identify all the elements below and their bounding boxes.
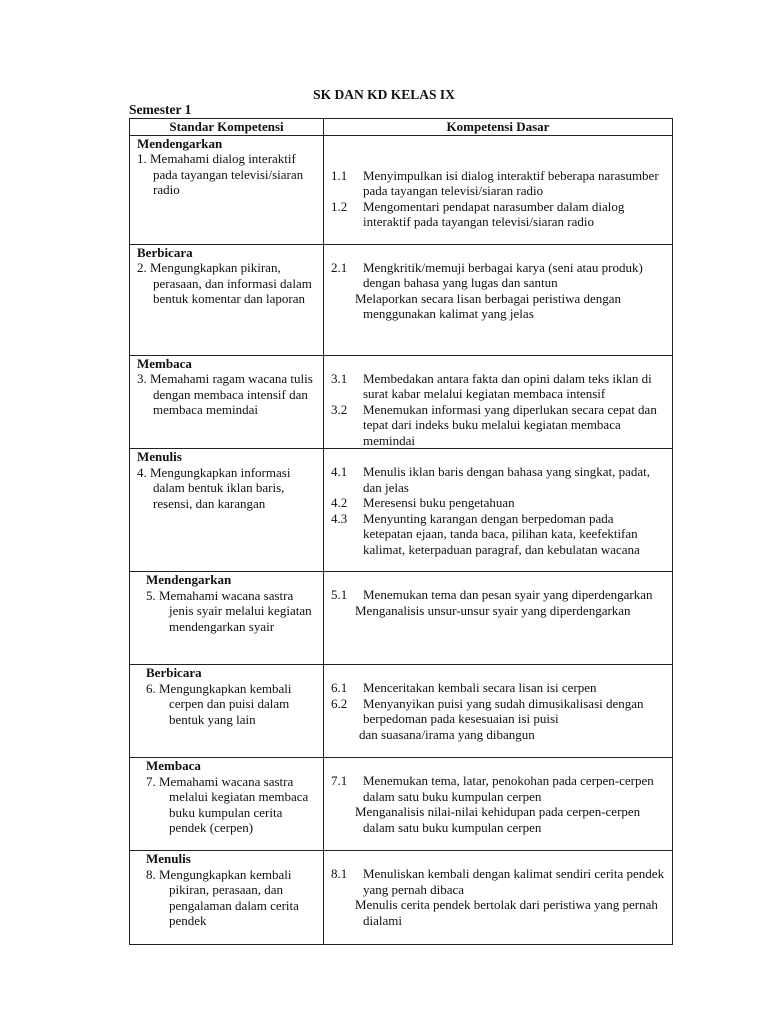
aspect-heading: Menulis [146, 851, 191, 866]
kd-text: Meresensi buku pengetahuan [363, 495, 515, 510]
aspect-heading: Berbicara [137, 244, 193, 260]
table-row [130, 355, 673, 449]
kd-text: Mengkritik/memuji berbagai karya (seni atau produk) dengan bahasa yang lugas dan santun [363, 259, 643, 290]
kd-text: Mengomentari pendapat narasumber dalam dialog interaktif pada tayangan televisi/siaran radio [363, 198, 625, 229]
table-row [130, 851, 673, 945]
table-row [130, 449, 673, 572]
kd-text: Menemukan tema dan pesan syair yang diperdengarkan [363, 587, 653, 602]
sk-text: 2. Mengungkapkan pikiran, perasaan, dan informasi dalam bentuk komentar dan laporan [137, 260, 312, 306]
aspect-heading: Mendengarkan [146, 572, 232, 587]
kd-item [331, 464, 666, 495]
table-row [130, 135, 673, 244]
kd-number: 6.1 [331, 680, 348, 695]
kd-number: 5.1 [331, 587, 348, 602]
sk-cell [130, 758, 324, 851]
kd-text: Membedakan antara fakta dan opini dalam teks iklan di surat kabar melalui kegiatan membaca intensif [363, 370, 652, 401]
kd-number: 4.1 [331, 464, 348, 479]
sk-text: 1. Memahami dialog interaktif pada tayangan televisi/siaran radio [137, 151, 304, 197]
sk-cell [130, 244, 324, 355]
competency-table [129, 118, 673, 945]
kd-item [331, 773, 666, 804]
table-row [130, 758, 673, 851]
kd-number: 4.3 [331, 510, 348, 526]
kd-cell [324, 135, 673, 244]
kd-item [331, 495, 666, 511]
kd-text: Menemukan tema, latar, penokohan pada cerpen-cerpen dalam satu buku kumpulan cerpen [363, 773, 654, 804]
kd-number: 6.2 [331, 695, 348, 711]
kd-item: Menulis cerita pendek bertolak dari peristiwa yang pernah dialami [355, 897, 658, 928]
kd-text: Menyunting karangan dengan berpedoman pada ketepatan ejaan, tanda baca, pilihan kata, keefektifan kalimat, keterpaduan paragraf, dan kebulatan wacana [363, 510, 640, 557]
header-kompetensi-dasar: Kompetensi Dasar [324, 119, 673, 136]
kd-item [331, 260, 666, 291]
kd-item [331, 587, 666, 603]
kd-number: 1.2 [331, 198, 348, 214]
kd-number: 7.1 [331, 773, 348, 788]
sk-cell [130, 851, 324, 945]
kd-text: Menceritakan kembali secara lisan isi cerpen [363, 680, 597, 695]
header-standar-kompetensi: Standar Kompetensi [130, 119, 324, 136]
table-row [130, 572, 673, 665]
kd-cell [324, 665, 673, 758]
kd-item: dan suasana/irama yang dibangun [359, 726, 535, 742]
table-header-row [130, 119, 673, 136]
kd-number: 2.1 [331, 259, 348, 275]
table-row [130, 244, 673, 355]
sk-text: 4. Mengungkapkan informasi dalam bentuk iklan baris, resensi, dan karangan [137, 464, 291, 511]
kd-item [331, 866, 666, 897]
kd-cell [324, 449, 673, 572]
sk-cell [130, 135, 324, 244]
aspect-heading: Membaca [137, 355, 192, 371]
kd-item [331, 199, 666, 230]
kd-cell [324, 758, 673, 851]
kd-item: Menganalisis unsur-unsur syair yang diperdengarkan [355, 602, 631, 618]
kd-number: 3.2 [331, 401, 348, 417]
kd-item [331, 371, 666, 402]
kd-number: 3.1 [331, 370, 348, 386]
kd-cell [324, 851, 673, 945]
kd-text: Menyimpulkan isi dialog interaktif beberapa narasumber pada tayangan televisi/siaran radio [363, 167, 659, 198]
kd-text: Menulis iklan baris dengan bahasa yang singkat, padat, dan jelas [363, 464, 651, 495]
kd-number: 8.1 [331, 866, 348, 881]
kd-item: Melaporkan secara lisan berbagai peristiwa dengan menggunakan kalimat yang jelas [355, 290, 622, 321]
sk-text: 6. Mengungkapkan kembali cerpen dan puisi dalam bentuk yang lain [146, 680, 292, 727]
sk-text: 7. Memahami wacana sastra melalui kegiatan membaca buku kumpulan cerita pendek (cerpen) [146, 773, 309, 835]
aspect-heading: Mendengarkan [137, 135, 223, 151]
kd-item [331, 680, 666, 696]
kd-cell [324, 355, 673, 449]
kd-cell [324, 244, 673, 355]
sk-text: 8. Mengungkapkan kembali pikiran, perasaan, dan pengalaman dalam cerita pendek [146, 866, 299, 928]
kd-item: Menganalisis nilai-nilai kehidupan pada cerpen-cerpen dalam satu buku kumpulan cerpen [355, 804, 641, 835]
kd-number: 4.2 [331, 495, 348, 510]
kd-item [331, 696, 666, 727]
sk-text: 3. Memahami ragam wacana tulis dengan membaca intensif dan membaca memindai [137, 371, 313, 417]
kd-item [331, 168, 666, 199]
table-row [130, 665, 673, 758]
aspect-heading: Berbicara [146, 665, 202, 680]
sk-cell [130, 572, 324, 665]
kd-number: 1.1 [331, 167, 348, 183]
aspect-heading: Membaca [146, 758, 201, 773]
kd-cell [324, 572, 673, 665]
sk-cell [130, 355, 324, 449]
kd-item [331, 511, 666, 558]
kd-text: Menuliskan kembali dengan kalimat sendiri cerita pendek yang pernah dibaca [363, 866, 665, 897]
kd-text: Menyanyikan puisi yang sudah dimusikalisasi dengan berpedoman pada kesesuaian isi puisi [363, 695, 644, 726]
sk-cell [130, 665, 324, 758]
document-title: SK DAN KD KELAS IX [313, 87, 455, 102]
kd-text: Menemukan informasi yang diperlukan secara cepat dan tepat dari indeks buku melalui kegiatan membaca memindai [363, 401, 657, 448]
kd-item [331, 402, 666, 449]
sk-cell [130, 449, 324, 572]
sk-text: 5. Memahami wacana sastra jenis syair melalui kegiatan mendengarkan syair [146, 587, 312, 634]
semester-label: Semester 1 [129, 102, 192, 117]
aspect-heading: Menulis [137, 449, 182, 464]
